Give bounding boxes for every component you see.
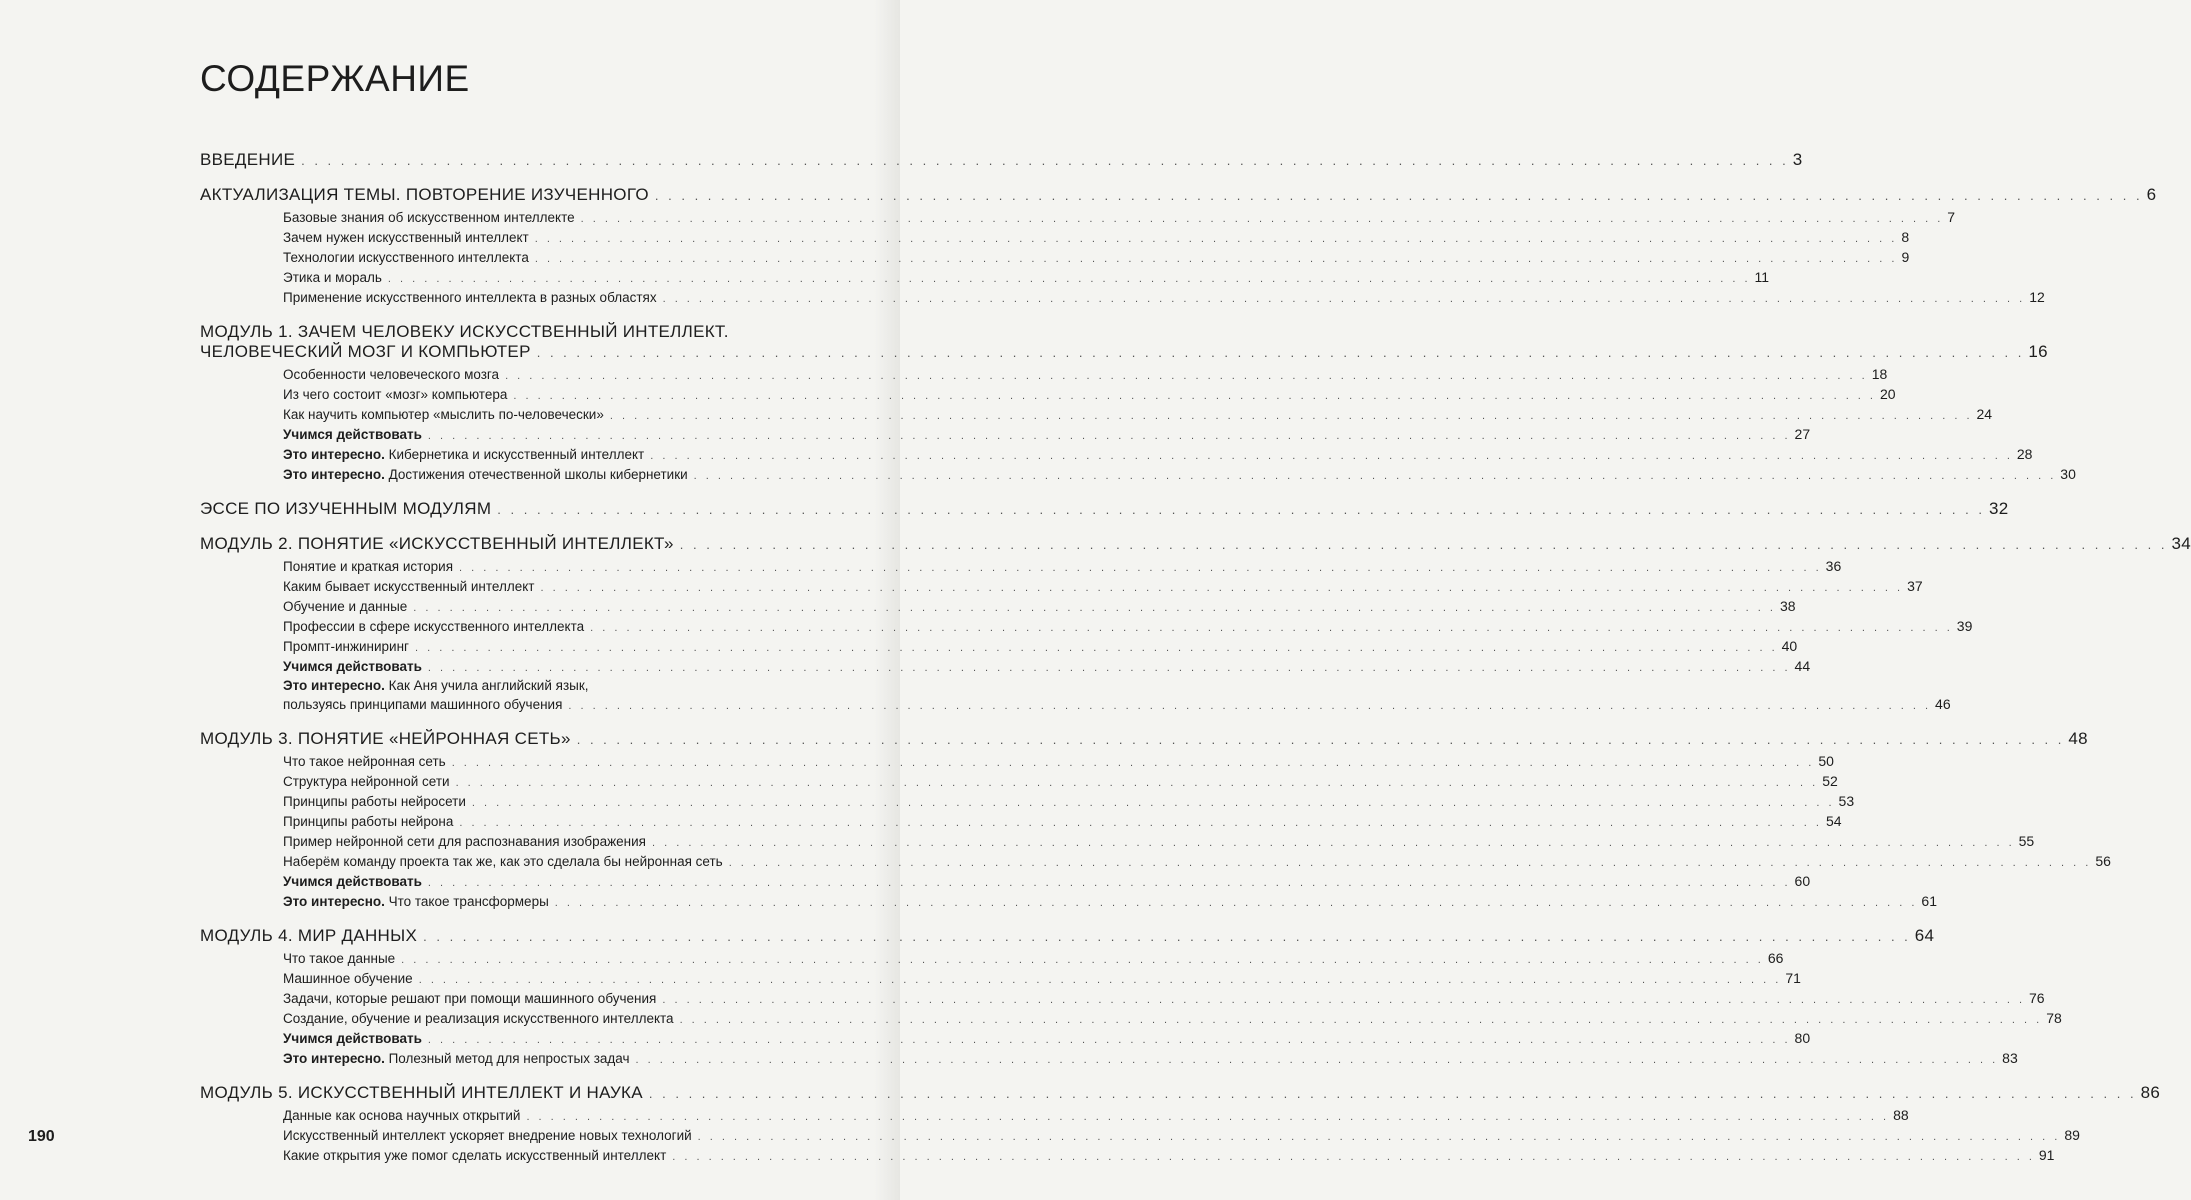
dot-leader: . . . . . . . . . . . . . . . . . . . . . . . . . . . . . . . . . . . . . . . . . . . . . . . . . . . . . . . . . . . . . . . . . . . . . . . . . . . . . . . . . . . . . . . . . . . . . . . . . . . . . . . . . . . . . . . . . (427, 430, 1791, 442)
toc-section (200, 729, 2111, 912)
toc-item[interactable] (283, 872, 1811, 892)
toc-heading-row[interactable] (200, 342, 2048, 363)
table-of-contents (200, 150, 2191, 1180)
toc-item[interactable] (283, 405, 1993, 425)
item-page-number: 53 (1838, 793, 1855, 809)
item-page-number: 83 (2002, 1050, 2018, 1066)
toc-item-text (283, 970, 413, 988)
toc-item-label: Как Аня учила английский язык, (384, 678, 589, 693)
toc-item-label: Пример нейронной сети для распознавания изображения (283, 834, 646, 849)
toc-subitems (200, 365, 2076, 485)
toc-item-text (283, 853, 723, 871)
toc-item[interactable] (283, 752, 1834, 772)
toc-item-text (283, 366, 499, 384)
toc-item[interactable] (283, 557, 1842, 577)
toc-item-text (283, 578, 534, 596)
dot-leader: . . . . . . . . . . . . . . . . . . . . . . . . . . . . . . . . . . . . . . . . . . . . . . . . . . . . . . . . . . . . . . . . . . . . . . . . . . . . . . . . . . . . . . . . . . . . . . . . . . . . . . . . . . . . . . . . . (534, 253, 1898, 265)
item-page-number: 61 (1921, 893, 1937, 909)
page-title: СОДЕРЖАНИЕ (200, 58, 470, 99)
dot-leader: . . . . . . . . . . . . . . . . . . . . . . . . . . . . . . . . . . . . . . . . . . . . . . . . . . . . . . . . . . . . . . . . . . . . . . . . . . . . . . . . . . . . . . . . . . . . . . . . . . . . . . . . . . . . . . . . . (650, 450, 2013, 462)
toc-item-label: Каким бывает искусственный интеллект (283, 579, 535, 594)
toc-item[interactable] (283, 425, 1811, 445)
toc-item-text (283, 249, 529, 267)
dot-leader: . . . . . . . . . . . . . . . . . . . . . . . . . . . . . . . . . . . . . . . . . . . . . . . . . . . . . . . . . . . . . . . . . . . . . . . . . . . . . . . . . . . . . . . . . . . . . . . . . . . . . . . . . . . . . . . . . (459, 817, 1822, 829)
section-page-number: 16 (2028, 342, 2048, 361)
dot-leader: . . . . . . . . . . . . . . . . . . . . . . . . . . . . . . . . . . . . . . . . . . . . . . . . . . . . . . . . . . . . . . . . . . . . . . . . . . . . . . . . . . . . . . . . . . . . . . . . . . . . . . . . . . . . . . . . . (662, 293, 2026, 305)
toc-heading-row[interactable] (200, 729, 2088, 750)
item-page-number: 8 (1901, 229, 1910, 245)
dot-leader: . . . . . . . . . . . . . . . . . . . . . . . . . . . . . . . . . . . . . . . . . . . . . . . . . . . . . . . . . . . . . . . . . . . . . . . . . . . . . . . . . . . . . . . . . . . . . . . . . . . . . . . . . . . . . . . . . (672, 1151, 2035, 1163)
item-page-number: 36 (1825, 558, 1842, 574)
toc-item[interactable] (283, 1126, 2080, 1146)
toc-item-text (283, 1030, 422, 1048)
toc-item-text (283, 696, 562, 714)
toc-item-label-bold: Это интересно. (283, 894, 385, 909)
toc-item-label: Обучение и данные (283, 599, 408, 614)
toc-item-text (283, 406, 604, 424)
toc-item-label: Задачи, которые решают при помощи машинного обучения (283, 991, 657, 1006)
item-page-number: 18 (1871, 366, 1888, 382)
dot-leader: . . . . . . . . . . . . . . . . . . . . . . . . . . . . . . . . . . . . . . . . . . . . . . . . . . . . . . . . . . . . . . . . . . . . . . . . . . . . . . . . . . . . . . . . . . . . . . . . . . . . . . . . . . . . . . . . . (693, 470, 2057, 482)
toc-item-label-bold: Это интересно. (283, 467, 385, 482)
item-page-number: 52 (1822, 773, 1838, 789)
dot-leader: . . . . . . . . . . . . . . . . . . . . . . . . . . . . . . . . . . . . . . . . . . . . . . . . . . . . . . . . . . . . . . . . . . . . . . . . . . . . . . . . . . . . . . . . . . . . . . . . . . . . . . . . . . . . . . . . . (651, 837, 2015, 849)
item-page-number: 40 (1781, 638, 1798, 654)
item-page-number: 78 (2046, 1010, 2062, 1026)
dot-leader: . . . . . . . . . . . . . . . . . . . . . . . . . . . . . . . . . . . . . . . . . . . . . . . . . . . . . . . . . . . . . . . . . . . . . . . . . . . . . . . . . . . . . . . . . . . . . . . . . . . . . . . . . . . . . . . . . (459, 562, 1822, 574)
toc-section (200, 150, 1803, 171)
dot-leader: . . . . . . . . . . . . . . . . . . . . . . . . . . . . . . . . . . . . . . . . . . . . . . . . . . . . . . . . . . . . . . . . . . . . . . . . . . . . . . . . . . . . . . . . . . . . . . . . . . . . . . . . . . . . . . . . . (427, 662, 1791, 674)
toc-item-label-bold: Учимся действовать (283, 874, 422, 889)
toc-item[interactable] (283, 989, 2045, 1009)
dot-leader: . . . . . . . . . . . . . . . . . . . . . . . . . . . . . . . . . . . . . . . . . . . . . . . . . . . . . . . . . . . . . . . . . . . . . . . . . . . . . . . . . . . . . . . . . . . . . . . . . . . . . . . . . . . . . . . . . (554, 897, 1918, 909)
section-heading: ЭССЕ ПО ИЗУЧЕННЫМ МОДУЛЯМ (200, 499, 492, 518)
toc-item-label: Что такое данные (283, 951, 396, 966)
toc-section (200, 1083, 2161, 1166)
toc-item-label: Профессии в сфере искусственного интеллекта (283, 619, 585, 634)
dot-leader: . . . . . . . . . . . . . . . . . . . . . . . . . . . . . . . . . . . . . . . . . . . . . . . . . . . . . . . . . . . . . . . . . . . . . . . . . . . . . . . . . . . . . . . . . . . . . . . . . . . . . . . . . . . . . . . . . (401, 954, 1764, 966)
toc-item[interactable] (283, 949, 1784, 969)
toc-item-text (283, 426, 422, 444)
toc-subitems (200, 557, 1973, 715)
toc-item-label-bold: Учимся действовать (283, 427, 422, 442)
section-heading: МОДУЛЬ 4. МИР ДАННЫХ (200, 926, 418, 945)
toc-item-text (283, 1050, 630, 1068)
toc-item-label-bold: Это интересно. (283, 678, 385, 693)
dot-leader: . . . . . . . . . . . . . . . . . . . . . . . . . . . . . . . . . . . . . . . . . . . . . . . . . . . . . . . . . . . . . . . . . . . . . . . . . . . . . . . . . . . . . . . . . . . . . . . . . . . . . . . . . . . . . . . . . (301, 153, 1789, 168)
toc-item-label: Из чего состоит «мозг» компьютера (283, 387, 508, 402)
toc-item-label: Понятие и краткая история (283, 559, 454, 574)
item-page-number: 37 (1907, 578, 1923, 594)
toc-item[interactable] (283, 228, 1910, 248)
dot-leader: . . . . . . . . . . . . . . . . . . . . . . . . . . . . . . . . . . . . . . . . . . . . . . . . . . . . . . . . . . . . . . . . . . . . . . . . . . . . . . . . . . . . . . . . . . . . . . . . . . . . . . . . . . . . . . . . . (497, 502, 1985, 517)
item-page-number: 9 (1901, 249, 1910, 265)
item-page-number: 54 (1825, 813, 1842, 829)
dot-leader: . . . . . . . . . . . . . . . . . . . . . . . . . . . . . . . . . . . . . . . . . . . . . . . . . . . . . . . . . . . . . . . . . . . . . . . . . . . . . . . . . . . . . . . . . . . . . . . . . . . . . . . . . . . . . . . . . (418, 974, 1782, 986)
toc-item-label: Достижения отечественной школы кибернетики (384, 467, 688, 482)
toc-section (200, 185, 2157, 308)
toc-item-label: Что такое трансформеры (384, 894, 549, 909)
toc-item-label: Технологии искусственного интеллекта (283, 250, 529, 265)
toc-item[interactable] (283, 892, 1937, 912)
toc-item-text (283, 1147, 666, 1165)
toc-item-label: пользуясь принципами машинного обучения (283, 697, 563, 712)
dot-leader: . . . . . . . . . . . . . . . . . . . . . . . . . . . . . . . . . . . . . . . . . . . . . . . . . . . . . . . . . . . . . . . . . . . . . . . . . . . . . . . . . . . . . . . . . . . . . . . . . . . . . . . . . . . . . . . . . (536, 345, 2025, 360)
toc-item[interactable] (283, 208, 1956, 228)
toc-item-label: Особенности человеческого мозга (283, 367, 500, 382)
dot-leader: . . . . . . . . . . . . . . . . . . . . . . . . . . . . . . . . . . . . . . . . . . . . . . . . . . . . . . . . . . . . . . . . . . . . . . . . . . . . . . . . . . . . . . . . . . . . . . . . . . . . . . . . . . . . . . . . . (427, 877, 1791, 889)
item-page-number: 89 (2064, 1127, 2080, 1143)
dot-leader: . . . . . . . . . . . . . . . . . . . . . . . . . . . . . . . . . . . . . . . . . . . . . . . . . . . . . . . . . . . . . . . . . . . . . . . . . . . . . . . . . . . . . . . . . . . . . . . . . . . . . . . . . . . . . . . . . (505, 370, 1868, 382)
toc-item-label: Данные как основа научных открытий (283, 1108, 521, 1123)
dot-leader: . . . . . . . . . . . . . . . . . . . . . . . . . . . . . . . . . . . . . . . . . . . . . . . . . . . . . . . . . . . . . . . . . . . . . . . . . . . . . . . . . . . . . . . . . . . . . . . . . . . . . . . . . . . . . . . . . (471, 797, 1835, 809)
item-page-number: 91 (2038, 1147, 2055, 1163)
toc-item-text (283, 386, 507, 404)
dot-leader: . . . . . . . . . . . . . . . . . . . . . . . . . . . . . . . . . . . . . . . . . . . . . . . . . . . . . . . . . . . . . . . . . . . . . . . . . . . . . . . . . . . . . . . . . . . . . . . . . . . . . . . . . . . . . . . . . (728, 857, 2092, 869)
section-page-number: 48 (2068, 729, 2088, 748)
section-heading: ВВЕДЕНИЕ (200, 150, 296, 169)
toc-item[interactable] (283, 832, 2035, 852)
toc-heading-row[interactable] (200, 1083, 2161, 1104)
toc-item-text (283, 209, 575, 227)
toc-item[interactable] (283, 657, 1811, 677)
toc-item-label: Этика и мораль (283, 270, 382, 285)
toc-item-text (283, 598, 407, 616)
dot-leader: . . . . . . . . . . . . . . . . . . . . . . . . . . . . . . . . . . . . . . . . . . . . . . . . . . . . . . . . . . . . . . . . . . . . . . . . . . . . . . . . . . . . . . . . . . . . . . . . . . . . . . . . . . . . . . . . . (662, 994, 2025, 1006)
toc-subitems (200, 949, 2062, 1069)
dot-leader: . . . . . . . . . . . . . . . . . . . . . . . . . . . . . . . . . . . . . . . . . . . . . . . . . . . . . . . . . . . . . . . . . . . . . . . . . . . . . . . . . . . . . . . . . . . . . . . . . . . . . . . . . . . . . . . . . (387, 273, 1751, 285)
toc-item[interactable] (283, 268, 1770, 288)
item-page-number: 11 (1754, 269, 1770, 285)
page-number: 190 (28, 1128, 55, 1145)
dot-leader: . . . . . . . . . . . . . . . . . . . . . . . . . . . . . . . . . . . . . . . . . . . . . . . . . . . . . . . . . . . . . . . . . . . . . . . . . . . . . . . . . . . . . . . . . . . . . . . . . . . . . . . . . . . . . . . . . (648, 1086, 2137, 1101)
dot-leader: . . . . . . . . . . . . . . . . . . . . . . . . . . . . . . . . . . . . . . . . . . . . . . . . . . . . . . . . . . . . . . . . . . . . . . . . . . . . . . . . . . . . . . . . . . . . . . . . . . . . . . . . . . . . . . . . . (679, 537, 2168, 552)
toc-item-label: Принципы работы нейросети (283, 794, 466, 809)
toc-item-label: Принципы работы нейрона (283, 814, 454, 829)
item-page-number: 55 (2018, 833, 2035, 849)
item-page-number: 60 (1794, 873, 1811, 889)
dot-leader: . . . . . . . . . . . . . . . . . . . . . . . . . . . . . . . . . . . . . . . . . . . . . . . . . . . . . . . . . . . . . . . . . . . . . . . . . . . . . . . . . . . . . . . . . . . . . . . . . . . . . . . . . . . . . . . . . (679, 1014, 2043, 1026)
item-page-number: 27 (1794, 426, 1811, 442)
dot-leader: . . . . . . . . . . . . . . . . . . . . . . . . . . . . . . . . . . . . . . . . . . . . . . . . . . . . . . . . . . . . . . . . . . . . . . . . . . . . . . . . . . . . . . . . . . . . . . . . . . . . . . . . . . . . . . . . . (423, 929, 1911, 944)
section-page-number: 3 (1792, 150, 1803, 169)
section-page-number: 64 (1914, 926, 1935, 945)
toc-item[interactable] (283, 445, 2033, 465)
toc-item[interactable] (283, 365, 1888, 385)
toc-item[interactable] (283, 597, 1796, 617)
toc-item[interactable] (283, 288, 2045, 308)
item-page-number: 66 (1767, 950, 1784, 966)
toc-item[interactable] (283, 637, 1798, 657)
item-page-number: 12 (2029, 289, 2045, 305)
item-page-number: 76 (2029, 990, 2045, 1006)
dot-leader: . . . . . . . . . . . . . . . . . . . . . . . . . . . . . . . . . . . . . . . . . . . . . . . . . . . . . . . . . . . . . . . . . . . . . . . . . . . . . . . . . . . . . . . . . . . . . . . . . . . . . . . . . . . . . . . . . (534, 233, 1898, 245)
toc-item-text (283, 289, 657, 307)
toc-item-text (283, 793, 466, 811)
toc-item[interactable] (283, 1146, 2055, 1166)
dot-leader: . . . . . . . . . . . . . . . . . . . . . . . . . . . . . . . . . . . . . . . . . . . . . . . . . . . . . . . . . . . . . . . . . . . . . . . . . . . . . . . . . . . . . . . . . . . . . . . . . . . . . . . . . . . . . . . . . (540, 582, 1904, 594)
toc-section (200, 499, 2009, 520)
dot-leader: . . . . . . . . . . . . . . . . . . . . . . . . . . . . . . . . . . . . . . . . . . . . . . . . . . . . . . . . . . . . . . . . . . . . . . . . . . . . . . . . . . . . . . . . . . . . . . . . . . . . . . . . . . . . . . . . . (654, 188, 2143, 203)
toc-item-text (283, 269, 382, 287)
toc-item-text (283, 638, 409, 656)
toc-item-text (283, 618, 584, 636)
toc-item[interactable] (283, 385, 1896, 405)
toc-item-text (283, 1010, 674, 1028)
toc-section (200, 926, 2062, 1069)
item-page-number: 30 (2060, 466, 2076, 482)
toc-heading-row[interactable] (200, 499, 2009, 520)
toc-item[interactable] (283, 1106, 1909, 1126)
toc-item-text (283, 446, 644, 464)
toc-item[interactable] (283, 695, 1951, 715)
toc-item-label: Промпт-инжиниринг (283, 639, 409, 654)
item-page-number: 50 (1818, 753, 1834, 769)
toc-item-label-bold: Это интересно. (283, 1051, 385, 1066)
item-page-number: 56 (2095, 853, 2111, 869)
item-page-number: 44 (1794, 658, 1811, 674)
dot-leader: . . . . . . . . . . . . . . . . . . . . . . . . . . . . . . . . . . . . . . . . . . . . . . . . . . . . . . . . . . . . . . . . . . . . . . . . . . . . . . . . . . . . . . . . . . . . . . . . . . . . . . . . . . . . . . . . . (513, 390, 1876, 402)
dot-leader: . . . . . . . . . . . . . . . . . . . . . . . . . . . . . . . . . . . . . . . . . . . . . . . . . . . . . . . . . . . . . . . . . . . . . . . . . . . . . . . . . . . . . . . . . . . . . . . . . . . . . . . . . . . . . . . . . (697, 1131, 2061, 1143)
toc-item-text (283, 873, 422, 891)
toc-section (200, 534, 2191, 715)
toc-item-text (283, 833, 646, 851)
toc-item-label: Как научить компьютер «мыслить по-человечески» (283, 407, 604, 422)
dot-leader: . . . . . . . . . . . . . . . . . . . . . . . . . . . . . . . . . . . . . . . . . . . . . . . . . . . . . . . . . . . . . . . . . . . . . . . . . . . . . . . . . . . . . . . . . . . . . . . . . . . . . . . . . . . . . . . . . (413, 602, 1776, 614)
toc-item[interactable] (283, 465, 2076, 485)
toc-item-text (283, 950, 395, 968)
dot-leader: . . . . . . . . . . . . . . . . . . . . . . . . . . . . . . . . . . . . . . . . . . . . . . . . . . . . . . . . . . . . . . . . . . . . . . . . . . . . . . . . . . . . . . . . . . . . . . . . . . . . . . . . . . . . . . . . . (590, 622, 1953, 634)
toc-item-text (283, 813, 453, 831)
section-heading: МОДУЛЬ 3. ПОНЯТИЕ «НЕЙРОННАЯ СЕТЬ» (200, 729, 571, 748)
toc-item-label: Кибернетика и искусственный интеллект (384, 447, 645, 462)
toc-item-text (283, 229, 529, 247)
item-page-number: 20 (1879, 386, 1896, 402)
toc-subitems (200, 1106, 2080, 1166)
section-page-number: 86 (2140, 1083, 2161, 1102)
toc-item-label-bold: Это интересно. (283, 447, 385, 462)
toc-heading-row[interactable] (200, 534, 2191, 555)
toc-item-line (283, 677, 876, 695)
item-page-number: 71 (1785, 970, 1801, 986)
section-heading: АКТУАЛИЗАЦИЯ ТЕМЫ. ПОВТОРЕНИЕ ИЗУЧЕННОГО (200, 185, 649, 204)
toc-item-label: Искусственный интеллект ускоряет внедрение новых технологий (283, 1128, 692, 1143)
section-page-number: 34 (2171, 534, 2191, 553)
toc-item-text (283, 466, 688, 484)
toc-item-label: Полезный метод для непростых задач (384, 1051, 630, 1066)
dot-leader: . . . . . . . . . . . . . . . . . . . . . . . . . . . . . . . . . . . . . . . . . . . . . . . . . . . . . . . . . . . . . . . . . . . . . . . . . . . . . . . . . . . . . . . . . . . . . . . . . . . . . . . . . . . . . . . . . (635, 1054, 1999, 1066)
item-page-number: 39 (1956, 618, 1973, 634)
toc-item-text (283, 990, 656, 1008)
section-page-number: 6 (2146, 185, 2157, 204)
toc-item[interactable] (283, 617, 1973, 637)
toc-item[interactable] (283, 577, 1923, 597)
toc-item-text (283, 1107, 520, 1125)
toc-item-label: Машинное обучение (283, 971, 413, 986)
section-heading-line: МОДУЛЬ 1. ЗАЧЕМ ЧЕЛОВЕКУ ИСКУССТВЕННЫЙ ИНТЕЛЛЕКТ. (200, 322, 729, 341)
toc-item-label: Структура нейронной сети (283, 774, 450, 789)
toc-item[interactable] (283, 772, 1838, 792)
item-page-number: 80 (1794, 1030, 1811, 1046)
toc-item-label-bold: Учимся действовать (283, 1031, 422, 1046)
item-page-number: 38 (1779, 598, 1796, 614)
item-page-number: 7 (1947, 209, 1956, 225)
toc-item-label: Какие открытия уже помог сделать искусственный интеллект (283, 1148, 667, 1163)
toc-heading-row[interactable] (200, 185, 2157, 206)
toc-heading-row[interactable] (200, 926, 1935, 947)
dot-leader: . . . . . . . . . . . . . . . . . . . . . . . . . . . . . . . . . . . . . . . . . . . . . . . . . . . . . . . . . . . . . . . . . . . . . . . . . . . . . . . . . . . . . . . . . . . . . . . . . . . . . . . . . . . . . . . . . (414, 642, 1778, 654)
toc-item-text (283, 1127, 692, 1145)
toc-section (200, 322, 2076, 485)
toc-item[interactable] (283, 852, 2111, 872)
toc-item[interactable] (283, 1049, 2018, 1069)
toc-item-label: Наберём команду проекта так же, как это сделала бы нейронная сеть (283, 854, 723, 869)
dot-leader: . . . . . . . . . . . . . . . . . . . . . . . . . . . . . . . . . . . . . . . . . . . . . . . . . . . . . . . . . . . . . . . . . . . . . . . . . . . . . . . . . . . . . . . . . . . . . . . . . . . . . . . . . . . . . . . . . (568, 700, 1932, 712)
toc-subitems (200, 752, 2111, 912)
dot-leader: . . . . . . . . . . . . . . . . . . . . . . . . . . . . . . . . . . . . . . . . . . . . . . . . . . . . . . . . . . . . . . . . . . . . . . . . . . . . . . . . . . . . . . . . . . . . . . . . . . . . . . . . . . . . . . . . . (427, 1034, 1791, 1046)
toc-item[interactable] (283, 792, 1855, 812)
toc-item-text (283, 558, 453, 576)
toc-item-text (283, 658, 422, 676)
toc-item[interactable] (283, 1029, 1811, 1049)
toc-item[interactable] (283, 248, 1910, 268)
item-page-number: 46 (1935, 696, 1951, 712)
toc-item-text (283, 893, 549, 911)
dot-leader: . . . . . . . . . . . . . . . . . . . . . . . . . . . . . . . . . . . . . . . . . . . . . . . . . . . . . . . . . . . . . . . . . . . . . . . . . . . . . . . . . . . . . . . . . . . . . . . . . . . . . . . . . . . . . . . . . (609, 410, 1973, 422)
toc-item[interactable] (283, 969, 1801, 989)
section-heading: МОДУЛЬ 5. ИСКУССТВЕННЫЙ ИНТЕЛЛЕКТ И НАУКА (200, 1083, 643, 1102)
dot-leader: . . . . . . . . . . . . . . . . . . . . . . . . . . . . . . . . . . . . . . . . . . . . . . . . . . . . . . . . . . . . . . . . . . . . . . . . . . . . . . . . . . . . . . . . . . . . . . . . . . . . . . . . . . . . . . . . . (580, 213, 1944, 225)
item-page-number: 24 (1976, 406, 1993, 422)
toc-item-label: Создание, обучение и реализация искусственного интеллекта (283, 1011, 674, 1026)
toc-item-label-bold: Учимся действовать (283, 659, 422, 674)
toc-subitems (200, 208, 2045, 308)
toc-item[interactable] (283, 812, 1842, 832)
section-heading: ЧЕЛОВЕЧЕСКИЙ МОЗГ И КОМПЬЮТЕР (200, 342, 531, 361)
toc-item-label: Применение искусственного интеллекта в разных областях (283, 290, 657, 305)
dot-leader: . . . . . . . . . . . . . . . . . . . . . . . . . . . . . . . . . . . . . . . . . . . . . . . . . . . . . . . . . . . . . . . . . . . . . . . . . . . . . . . . . . . . . . . . . . . . . . . . . . . . . . . . . . . . . . . . . (526, 1111, 1890, 1123)
section-heading: МОДУЛЬ 2. ПОНЯТИЕ «ИСКУССТВЕННЫЙ ИНТЕЛЛЕКТ» (200, 534, 674, 553)
toc-item-label: Зачем нужен искусственный интеллект (283, 230, 529, 245)
toc-heading-row[interactable] (200, 150, 1803, 171)
toc-item-text (283, 753, 446, 771)
dot-leader: . . . . . . . . . . . . . . . . . . . . . . . . . . . . . . . . . . . . . . . . . . . . . . . . . . . . . . . . . . . . . . . . . . . . . . . . . . . . . . . . . . . . . . . . . . . . . . . . . . . . . . . . . . . . . . . . . (576, 732, 2065, 747)
toc-item-label: Что такое нейронная сеть (283, 754, 446, 769)
toc-item-label: Базовые знания об искусственном интеллекте (283, 210, 575, 225)
item-page-number: 28 (2016, 446, 2033, 462)
item-page-number: 88 (1893, 1107, 1909, 1123)
toc-item[interactable] (283, 1009, 2062, 1029)
section-page-number: 32 (1988, 499, 2009, 518)
dot-leader: . . . . . . . . . . . . . . . . . . . . . . . . . . . . . . . . . . . . . . . . . . . . . . . . . . . . . . . . . . . . . . . . . . . . . . . . . . . . . . . . . . . . . . . . . . . . . . . . . . . . . . . . . . . . . . . . . (455, 777, 1819, 789)
toc-item-text (283, 773, 450, 791)
dot-leader: . . . . . . . . . . . . . . . . . . . . . . . . . . . . . . . . . . . . . . . . . . . . . . . . . . . . . . . . . . . . . . . . . . . . . . . . . . . . . . . . . . . . . . . . . . . . . . . . . . . . . . . . . . . . . . . . . (451, 757, 1815, 769)
